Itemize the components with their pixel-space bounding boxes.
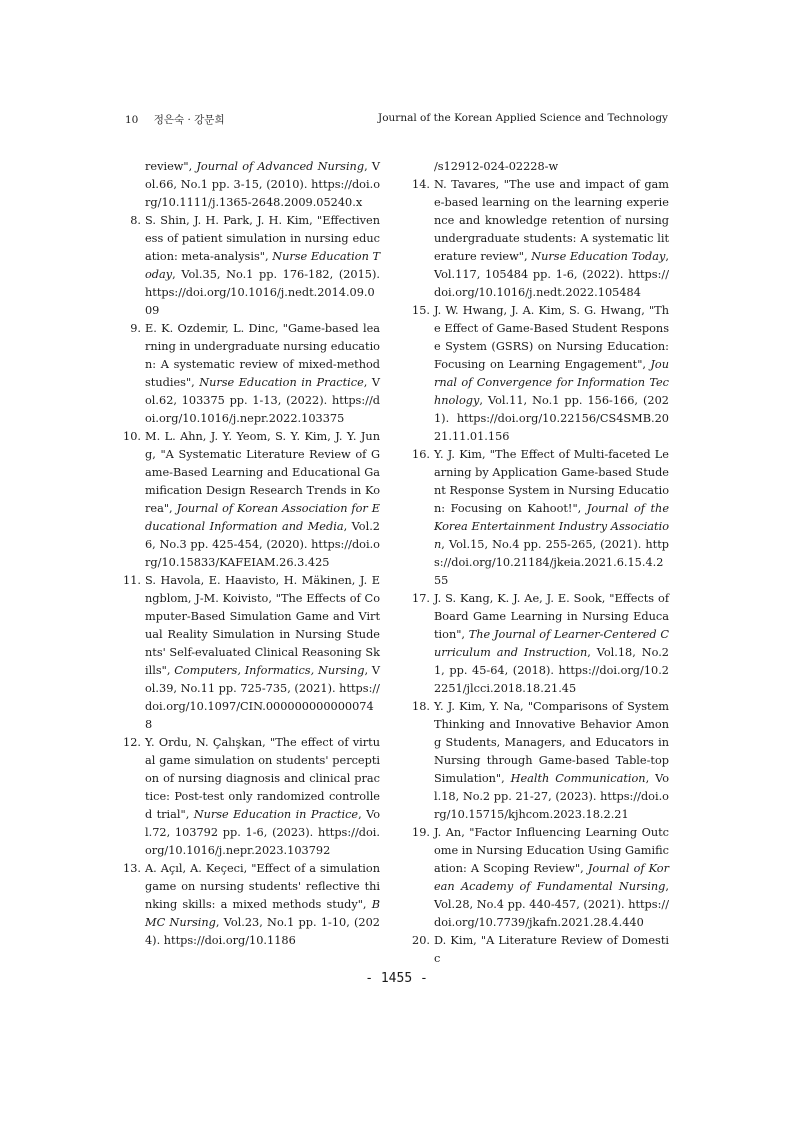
reference-entry <box>119 572 380 734</box>
reference-entry <box>408 932 669 968</box>
reference-entry <box>408 824 669 932</box>
reference-source-title: Nurse Education in Practice <box>199 376 364 389</box>
reference-number: 15. <box>412 304 430 317</box>
reference-text: , Vol.66, No.1 pp. 3-15, (2010). https://doi.org/10.1111/j.1365-2648.2009.05240.x <box>145 160 380 209</box>
reference-source-title: Nurse Education in Practice <box>193 808 359 821</box>
reference-text: S. Shin, J. H. Park, J. H. Kim, "Effectiveness of patient simulation in nursing education: meta-analysis", <box>145 214 380 263</box>
reference-number: 19. <box>412 826 430 839</box>
reference-entry <box>408 590 669 698</box>
reference-entry <box>119 212 380 320</box>
reference-column-right <box>408 158 669 968</box>
reference-text: , Vol.28, No.4 pp. 440-457, (2021). https://doi.org/10.7739/jkafn.2021.28.4.440 <box>434 880 669 929</box>
reference-text: J. S. Kang, K. J. Ae, J. E. Sook, "Effects of Board Game Learning in Nursing Education", <box>434 592 669 641</box>
reference-text: A. Açıl, A. Keçeci, "Effect of a simulation game on nursing students' reflective thinking skills: a mixed methods study", <box>145 862 380 911</box>
reference-source-title: Journal of Convergence for Information Technology <box>434 358 669 407</box>
reference-text: review", <box>145 160 197 173</box>
page-footer-number: - 1455 - <box>365 971 428 986</box>
reference-text: D. Kim, "A Literature Review of Domestic <box>434 934 669 965</box>
reference-source-title: Journal of Korean Association for Educational Information and Media <box>145 502 380 533</box>
reference-text: , Vol.18, No.21, pp. 45-64, (2018). https://doi.org/10.22251/jlcci.2018.18.21.45 <box>434 646 669 695</box>
reference-entry <box>408 302 669 446</box>
reference-text: Y. J. Kim, "The Effect of Multi-faceted Learning by Application Game-based Student Response System in Nursing Education: Focusing on Kahoot!", <box>434 448 669 515</box>
reference-number: 13. <box>123 862 141 875</box>
running-head <box>0 112 793 128</box>
reference-text: , Vol.15, No.4 pp. 255-265, (2021). https://doi.org/10.21184/jkeia.2021.6.15.4.255 <box>434 538 669 587</box>
reference-column-left <box>119 158 380 950</box>
reference-entry <box>119 158 380 212</box>
reference-text: , Vol.11, No.1 pp. 156-166, (2021). https://doi.org/10.22156/CS4SMB.2021.11.01.156 <box>434 394 669 443</box>
reference-text: S. Havola, E. Haavisto, H. Mäkinen, J. Engblom, J-M. Koivisto, "The Effects of Computer-Based Simulation Game and Virtual Reality Simulation in Nursing Students' Self-evaluated Clinical Reasoning Skills", <box>145 574 380 677</box>
reference-number: 14. <box>412 178 430 191</box>
reference-text: , Vol.18, No.2 pp. 21-27, (2023). https://doi.org/10.15715/kjhcom.2023.18.2.21 <box>434 772 670 821</box>
reference-text: /s12912-024-02228-w <box>434 160 559 173</box>
reference-text: , Vol.35, No.1 pp. 176-182, (2015). https://doi.org/10.1016/j.nedt.2014.09.009 <box>145 268 380 317</box>
reference-entry <box>119 734 380 860</box>
reference-text: , Vol.39, No.11 pp. 725-735, (2021). https://doi.org/10.1097/CIN.0000000000000748 <box>145 664 381 731</box>
reference-text: , Vol.26, No.3 pp. 425-454, (2020). https://doi.org/10.15833/KAFEIAM.26.3.425 <box>145 520 380 569</box>
reference-text: , Vol.62, 103375 pp. 1-13, (2022). https://doi.org/10.1016/j.nepr.2022.103375 <box>145 376 380 425</box>
reference-source-title: Health Communication <box>510 772 646 785</box>
reference-number: 16. <box>412 448 430 461</box>
reference-number: 9. <box>130 322 141 335</box>
reference-source-title: Nurse Education Today <box>531 250 666 263</box>
reference-source-title: Journal of the Korea Entertainment Industry Association <box>434 502 669 551</box>
reference-entry <box>119 860 380 950</box>
header-left <box>125 112 225 127</box>
reference-number: 18. <box>412 700 430 713</box>
reference-entry <box>119 428 380 572</box>
reference-text: J. An, "Factor Influencing Learning Outcome in Nursing Education Using Gamification: A Scoping Review", <box>434 826 669 875</box>
reference-text: , Vol.117, 105484 pp. 1-6, (2022). https://doi.org/10.1016/j.nedt.2022.105484 <box>434 250 669 299</box>
reference-text: E. K. Ozdemir, L. Dinc, "Game-based learning in undergraduate nursing education: A systematic review of mixed-method studies", <box>145 322 380 389</box>
reference-number: 17. <box>412 592 430 605</box>
reference-text: , Vol.23, No.1 pp. 1-10, (2024). https://doi.org/10.1186 <box>145 916 380 947</box>
reference-source-title: Journal of Korean Academy of Fundamental Nursing <box>434 862 669 893</box>
reference-source-title: BMC Nursing <box>145 898 380 929</box>
header-page-number: 10 <box>125 114 139 126</box>
reference-text: J. W. Hwang, J. A. Kim, S. G. Hwang, "The Effect of Game-Based Student Response System (GSRS) on Nursing Education: Focusing on Learning Engagement", <box>434 304 669 371</box>
reference-number: 20. <box>412 934 430 947</box>
reference-number: 11. <box>123 574 141 587</box>
reference-text: , Vol.72, 103792 pp. 1-6, (2023). https://doi.org/10.1016/j.nepr.2023.103792 <box>145 808 380 857</box>
reference-text: Y. J. Kim, Y. Na, "Comparisons of System Thinking and Innovative Behavior Among Students, Managers, and Educators in Nursing through Game-based Table-top Simulation", <box>434 700 669 785</box>
reference-entry <box>408 176 669 302</box>
reference-source-title: Journal of Advanced Nursing <box>196 160 365 173</box>
reference-text: Y. Ordu, N. Çalışkan, "The effect of virtual game simulation on students' perception of nursing diagnosis and clinical practice: Post-test only randomized controlled trial", <box>145 736 380 821</box>
reference-source-title: Computers, Informatics, Nursing <box>174 664 365 677</box>
reference-number: 10. <box>123 430 141 443</box>
reference-number: 8. <box>130 214 141 227</box>
reference-entry <box>408 446 669 590</box>
reference-source-title: Nurse Education Today <box>145 250 380 281</box>
reference-text: N. Tavares, "The use and impact of game-based learning on the learning experience and knowledge retention of nursing undergraduate students: A systematic literature review", <box>434 178 669 263</box>
header-authors: 정은숙 · 강문희 <box>153 114 225 126</box>
reference-source-title: The Journal of Learner-Centered Curriculum and Instruction <box>434 628 669 659</box>
reference-entry <box>408 158 669 176</box>
header-journal-title: Journal of the Korean Applied Science and Technology <box>378 112 668 124</box>
reference-entry <box>408 698 669 824</box>
reference-text: M. L. Ahn, J. Y. Yeom, S. Y. Kim, J. Y. Jung, "A Systematic Literature Review of Game-Based Learning and Educational Gamification Design Research Trends in Korea", <box>145 430 380 515</box>
reference-number: 12. <box>123 736 141 749</box>
reference-entry <box>119 320 380 428</box>
